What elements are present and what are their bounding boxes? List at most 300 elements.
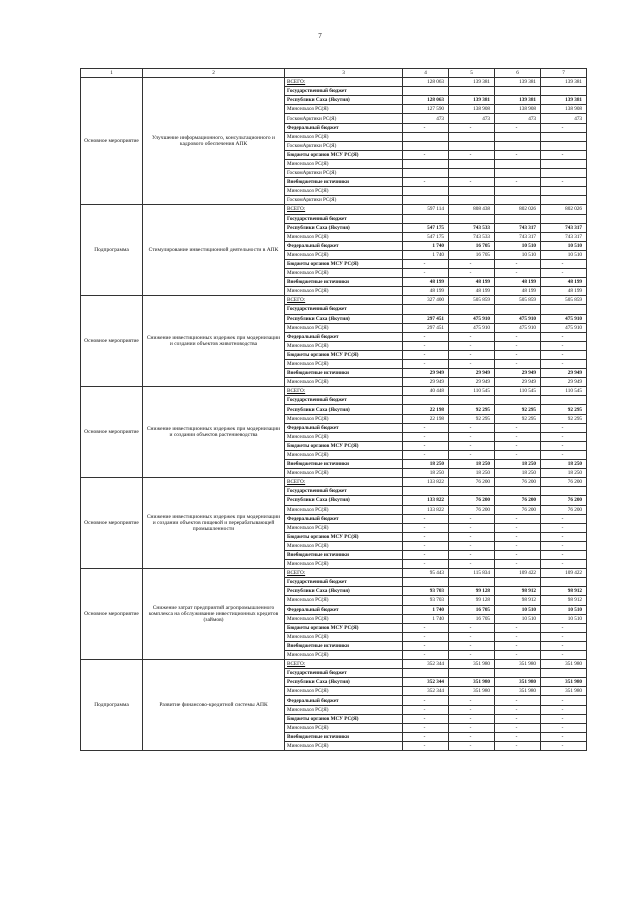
- funding-source: Бюджеты органов МСУ РС(Я): [285, 350, 403, 359]
- amount-cell: -: [495, 550, 541, 559]
- funding-source: Республики Саха (Якутия): [285, 314, 403, 323]
- funding-source: Минсельхоз РС(Я): [285, 232, 403, 241]
- amount-cell: 48 199: [403, 287, 449, 296]
- amount-cell: 76 200: [541, 496, 587, 505]
- amount-cell: -: [449, 641, 495, 650]
- amount-cell: -: [495, 641, 541, 650]
- amount-cell: -: [495, 651, 541, 660]
- amount-cell: -: [495, 360, 541, 369]
- amount-cell: 352 344: [403, 678, 449, 687]
- table-row: [81, 478, 587, 487]
- amount-cell: [495, 578, 541, 587]
- amount-cell: -: [541, 541, 587, 550]
- table-row: [81, 569, 587, 578]
- funding-source: Внебюджетные источники: [285, 550, 403, 559]
- amount-cell: -: [495, 269, 541, 278]
- amount-cell: -: [495, 441, 541, 450]
- amount-cell: 10 510: [541, 605, 587, 614]
- amount-cell: -: [495, 341, 541, 350]
- funding-source: Минсельхоз РС(Я): [285, 505, 403, 514]
- funding-source: Государственный бюджет: [285, 305, 403, 314]
- block-name: Развитие финансово-кредитной системы АПК: [143, 660, 285, 751]
- amount-cell: -: [541, 123, 587, 132]
- funding-source: Минсельхоз РС(Я): [285, 469, 403, 478]
- amount-cell: 29 949: [403, 369, 449, 378]
- block-type: Основное мероприятие: [81, 296, 143, 387]
- amount-cell: 48 199: [541, 287, 587, 296]
- amount-cell: 133 822: [403, 505, 449, 514]
- amount-cell: 110 545: [495, 387, 541, 396]
- amount-cell: -: [449, 714, 495, 723]
- amount-cell: -: [495, 723, 541, 732]
- amount-cell: [403, 214, 449, 223]
- amount-cell: -: [403, 341, 449, 350]
- amount-cell: 127 590: [403, 105, 449, 114]
- amount-cell: 351 980: [449, 687, 495, 696]
- amount-cell: -: [449, 450, 495, 459]
- amount-cell: -: [495, 696, 541, 705]
- amount-cell: -: [449, 632, 495, 641]
- amount-cell: 48 199: [449, 287, 495, 296]
- amount-cell: -: [449, 651, 495, 660]
- amount-cell: 110 545: [541, 387, 587, 396]
- amount-cell: 351 980: [495, 687, 541, 696]
- funding-source: ВСЕГО:: [285, 205, 403, 214]
- amount-cell: [495, 487, 541, 496]
- amount-cell: 10 510: [495, 241, 541, 250]
- amount-cell: 22 198: [403, 405, 449, 414]
- amount-cell: 98 912: [495, 596, 541, 605]
- amount-cell: 475 910: [541, 323, 587, 332]
- amount-cell: 93 703: [403, 587, 449, 596]
- funding-source: Минсельхоз РС(Я): [285, 614, 403, 623]
- amount-cell: -: [403, 741, 449, 750]
- amount-cell: [449, 87, 495, 96]
- funding-source: Минсельхоз РС(Я): [285, 187, 403, 196]
- amount-cell: 505 859: [541, 296, 587, 305]
- funding-source: Бюджеты органов МСУ РС(Я): [285, 623, 403, 632]
- funding-source: Минсельхоз РС(Я): [285, 360, 403, 369]
- amount-cell: 139 381: [541, 96, 587, 105]
- amount-cell: 351 980: [449, 660, 495, 669]
- amount-cell: [449, 669, 495, 678]
- table-row: [81, 78, 587, 87]
- amount-cell: -: [541, 432, 587, 441]
- amount-cell: 92 295: [449, 414, 495, 423]
- amount-cell: [541, 159, 587, 168]
- amount-cell: [495, 132, 541, 141]
- amount-cell: 76 200: [495, 505, 541, 514]
- amount-cell: 92 295: [449, 405, 495, 414]
- funding-source: ВСЕГО:: [285, 296, 403, 305]
- amount-cell: -: [449, 423, 495, 432]
- amount-cell: -: [449, 623, 495, 632]
- amount-cell: [403, 87, 449, 96]
- funding-source: Федеральный бюджет: [285, 123, 403, 132]
- funding-source: ВСЕГО:: [285, 660, 403, 669]
- amount-cell: [449, 141, 495, 150]
- amount-cell: 597 114: [403, 205, 449, 214]
- amount-cell: -: [403, 705, 449, 714]
- amount-cell: 99 128: [449, 596, 495, 605]
- funding-source: Внебюджетные источники: [285, 369, 403, 378]
- amount-cell: -: [495, 732, 541, 741]
- budget-table: [80, 68, 587, 751]
- amount-cell: 351 980: [495, 660, 541, 669]
- amount-cell: [541, 214, 587, 223]
- block-name: Улучшение информационного, консультационного и кадрового обеспечения АПК: [143, 78, 285, 205]
- amount-cell: 802 026: [541, 205, 587, 214]
- amount-cell: 1 740: [403, 250, 449, 259]
- amount-cell: -: [449, 541, 495, 550]
- amount-cell: -: [541, 641, 587, 650]
- page-number: 7: [318, 32, 322, 40]
- amount-cell: -: [495, 332, 541, 341]
- amount-cell: [495, 669, 541, 678]
- amount-cell: 352 344: [403, 660, 449, 669]
- funding-source: ВСЕГО:: [285, 569, 403, 578]
- amount-cell: -: [495, 432, 541, 441]
- funding-source: Федеральный бюджет: [285, 423, 403, 432]
- column-header: 3: [285, 69, 403, 78]
- amount-cell: -: [495, 350, 541, 359]
- amount-cell: 10 510: [541, 614, 587, 623]
- amount-cell: 475 910: [449, 314, 495, 323]
- amount-cell: 1 740: [403, 605, 449, 614]
- funding-source: ГоскомАрктики РС(Я): [285, 114, 403, 123]
- amount-cell: [449, 396, 495, 405]
- funding-source: Государственный бюджет: [285, 87, 403, 96]
- funding-source: Минсельхоз РС(Я): [285, 341, 403, 350]
- amount-cell: -: [403, 732, 449, 741]
- funding-source: Минсельхоз РС(Я): [285, 269, 403, 278]
- amount-cell: -: [449, 123, 495, 132]
- amount-cell: -: [495, 423, 541, 432]
- amount-cell: -: [449, 732, 495, 741]
- funding-source: Государственный бюджет: [285, 214, 403, 223]
- amount-cell: 128 063: [403, 96, 449, 105]
- amount-cell: -: [403, 178, 449, 187]
- amount-cell: -: [495, 741, 541, 750]
- amount-cell: [541, 87, 587, 96]
- amount-cell: -: [449, 705, 495, 714]
- amount-cell: -: [541, 178, 587, 187]
- funding-source: Республики Саха (Якутия): [285, 496, 403, 505]
- table-row: [81, 387, 587, 396]
- block-type: Основное мероприятие: [81, 387, 143, 478]
- amount-cell: 115 834: [449, 569, 495, 578]
- amount-cell: 29 949: [403, 378, 449, 387]
- amount-cell: [495, 196, 541, 205]
- column-header: 2: [143, 69, 285, 78]
- amount-cell: -: [449, 441, 495, 450]
- amount-cell: 138 908: [541, 105, 587, 114]
- amount-cell: 473: [495, 114, 541, 123]
- amount-cell: -: [403, 532, 449, 541]
- amount-cell: 351 980: [541, 687, 587, 696]
- amount-cell: [449, 214, 495, 223]
- funding-source: Минсельхоз РС(Я): [285, 132, 403, 141]
- amount-cell: 505 859: [449, 296, 495, 305]
- amount-cell: -: [541, 532, 587, 541]
- funding-source: Государственный бюджет: [285, 487, 403, 496]
- amount-cell: [403, 169, 449, 178]
- amount-cell: -: [541, 450, 587, 459]
- amount-cell: 1 740: [403, 241, 449, 250]
- amount-cell: 139 381: [541, 78, 587, 87]
- amount-cell: 351 980: [541, 660, 587, 669]
- amount-cell: -: [403, 432, 449, 441]
- amount-cell: 475 910: [495, 314, 541, 323]
- amount-cell: 29 949: [449, 369, 495, 378]
- amount-cell: -: [495, 450, 541, 459]
- amount-cell: -: [449, 741, 495, 750]
- amount-cell: -: [403, 651, 449, 660]
- funding-source: Минсельхоз РС(Я): [285, 687, 403, 696]
- amount-cell: -: [403, 441, 449, 450]
- amount-cell: -: [403, 696, 449, 705]
- amount-cell: -: [449, 360, 495, 369]
- amount-cell: 297 451: [403, 323, 449, 332]
- amount-cell: -: [449, 532, 495, 541]
- amount-cell: -: [403, 541, 449, 550]
- funding-source: Федеральный бюджет: [285, 605, 403, 614]
- funding-source: Минсельхоз РС(Я): [285, 450, 403, 459]
- amount-cell: 139 381: [495, 96, 541, 105]
- amount-cell: -: [541, 651, 587, 660]
- block-name: Снижение инвестиционных издержек при модернизации и создании объектов животноводства: [143, 296, 285, 387]
- funding-source: Республики Саха (Якутия): [285, 405, 403, 414]
- amount-cell: [541, 305, 587, 314]
- amount-cell: -: [403, 714, 449, 723]
- funding-source: Бюджеты органов МСУ РС(Я): [285, 532, 403, 541]
- funding-source: Внебюджетные источники: [285, 278, 403, 287]
- amount-cell: 327 400: [403, 296, 449, 305]
- amount-cell: [541, 187, 587, 196]
- funding-source: Внебюджетные источники: [285, 641, 403, 650]
- amount-cell: -: [541, 696, 587, 705]
- amount-cell: 98 912: [541, 587, 587, 596]
- amount-cell: 297 451: [403, 314, 449, 323]
- amount-cell: -: [541, 632, 587, 641]
- amount-cell: -: [403, 450, 449, 459]
- amount-cell: -: [541, 150, 587, 159]
- funding-source: Минсельхоз РС(Я): [285, 705, 403, 714]
- amount-cell: 351 980: [449, 678, 495, 687]
- amount-cell: 743 317: [541, 232, 587, 241]
- column-header: 1: [81, 69, 143, 78]
- column-header: 5: [449, 69, 495, 78]
- amount-cell: 16 705: [449, 614, 495, 623]
- amount-cell: [449, 159, 495, 168]
- amount-cell: 92 295: [541, 405, 587, 414]
- funding-source: Минсельхоз РС(Я): [285, 105, 403, 114]
- amount-cell: 352 344: [403, 687, 449, 696]
- block-type: Основное мероприятие: [81, 569, 143, 660]
- amount-cell: [449, 578, 495, 587]
- amount-cell: 10 510: [495, 614, 541, 623]
- amount-cell: 29 949: [541, 378, 587, 387]
- amount-cell: -: [495, 532, 541, 541]
- amount-cell: 98 912: [541, 596, 587, 605]
- amount-cell: 18 250: [449, 460, 495, 469]
- amount-cell: 76 200: [449, 478, 495, 487]
- block-type: Основное мероприятие: [81, 478, 143, 569]
- amount-cell: [403, 141, 449, 150]
- amount-cell: 18 250: [403, 469, 449, 478]
- amount-cell: 18 250: [495, 460, 541, 469]
- amount-cell: [541, 669, 587, 678]
- amount-cell: 743 317: [495, 232, 541, 241]
- amount-cell: -: [541, 269, 587, 278]
- amount-cell: [495, 169, 541, 178]
- funding-source: Республики Саха (Якутия): [285, 96, 403, 105]
- amount-cell: 139 381: [449, 78, 495, 87]
- amount-cell: 505 859: [495, 296, 541, 305]
- amount-cell: -: [541, 714, 587, 723]
- amount-cell: -: [403, 269, 449, 278]
- amount-cell: -: [495, 259, 541, 268]
- amount-cell: -: [495, 514, 541, 523]
- funding-source: Государственный бюджет: [285, 669, 403, 678]
- amount-cell: -: [541, 423, 587, 432]
- amount-cell: [403, 578, 449, 587]
- funding-source: Федеральный бюджет: [285, 241, 403, 250]
- amount-cell: 808 438: [449, 205, 495, 214]
- header-row: [81, 69, 587, 78]
- amount-cell: -: [495, 560, 541, 569]
- amount-cell: 48 199: [541, 278, 587, 287]
- amount-cell: [449, 487, 495, 496]
- funding-source: ГоскомАрктики РС(Я): [285, 196, 403, 205]
- amount-cell: [541, 396, 587, 405]
- amount-cell: -: [403, 423, 449, 432]
- amount-cell: -: [403, 632, 449, 641]
- amount-cell: [495, 305, 541, 314]
- column-header: 6: [495, 69, 541, 78]
- funding-source: Бюджеты органов МСУ РС(Я): [285, 150, 403, 159]
- amount-cell: [541, 141, 587, 150]
- amount-cell: 109 422: [495, 569, 541, 578]
- funding-source: Внебюджетные источники: [285, 732, 403, 741]
- column-header: 4: [403, 69, 449, 78]
- amount-cell: -: [495, 123, 541, 132]
- amount-cell: 76 200: [541, 478, 587, 487]
- amount-cell: -: [449, 550, 495, 559]
- amount-cell: -: [541, 550, 587, 559]
- funding-source: Минсельхоз РС(Я): [285, 250, 403, 259]
- amount-cell: -: [541, 350, 587, 359]
- amount-cell: 98 912: [495, 587, 541, 596]
- amount-cell: 743 533: [449, 223, 495, 232]
- amount-cell: -: [495, 178, 541, 187]
- amount-cell: -: [449, 432, 495, 441]
- amount-cell: 18 250: [495, 469, 541, 478]
- amount-cell: [403, 187, 449, 196]
- amount-cell: 473: [541, 114, 587, 123]
- amount-cell: -: [403, 523, 449, 532]
- amount-cell: 138 908: [449, 105, 495, 114]
- amount-cell: [495, 159, 541, 168]
- funding-source: Минсельхоз РС(Я): [285, 741, 403, 750]
- amount-cell: 547 175: [403, 223, 449, 232]
- amount-cell: 48 199: [495, 287, 541, 296]
- funding-source: Минсельхоз РС(Я): [285, 378, 403, 387]
- amount-cell: -: [403, 514, 449, 523]
- amount-cell: [403, 396, 449, 405]
- amount-cell: [495, 214, 541, 223]
- amount-cell: 95 443: [403, 569, 449, 578]
- amount-cell: 18 250: [541, 469, 587, 478]
- amount-cell: -: [495, 623, 541, 632]
- funding-source: Внебюджетные источники: [285, 460, 403, 469]
- amount-cell: 16 705: [449, 250, 495, 259]
- funding-source: Минсельхоз РС(Я): [285, 323, 403, 332]
- amount-cell: 76 200: [449, 505, 495, 514]
- amount-cell: 76 200: [449, 496, 495, 505]
- amount-cell: 40 448: [403, 387, 449, 396]
- amount-cell: [403, 132, 449, 141]
- amount-cell: [541, 132, 587, 141]
- amount-cell: -: [403, 723, 449, 732]
- funding-source: ВСЕГО:: [285, 478, 403, 487]
- amount-cell: [495, 87, 541, 96]
- amount-cell: 351 980: [495, 678, 541, 687]
- amount-cell: -: [541, 560, 587, 569]
- amount-cell: -: [449, 696, 495, 705]
- amount-cell: -: [449, 514, 495, 523]
- amount-cell: -: [449, 350, 495, 359]
- funding-source: Минсельхоз РС(Я): [285, 560, 403, 569]
- amount-cell: -: [403, 641, 449, 650]
- amount-cell: [403, 159, 449, 168]
- amount-cell: -: [403, 150, 449, 159]
- amount-cell: 92 295: [495, 414, 541, 423]
- amount-cell: 48 199: [449, 278, 495, 287]
- funding-source: Государственный бюджет: [285, 396, 403, 405]
- funding-source: Минсельхоз РС(Я): [285, 651, 403, 660]
- amount-cell: -: [495, 705, 541, 714]
- amount-cell: [449, 196, 495, 205]
- amount-cell: -: [449, 269, 495, 278]
- amount-cell: 743 533: [449, 232, 495, 241]
- amount-cell: 16 705: [449, 241, 495, 250]
- amount-cell: -: [541, 514, 587, 523]
- funding-source: Минсельхоз РС(Я): [285, 541, 403, 550]
- amount-cell: [449, 169, 495, 178]
- amount-cell: 743 317: [495, 223, 541, 232]
- amount-cell: -: [541, 741, 587, 750]
- block-name: Стимулирование инвестиционной деятельности в АПК: [143, 205, 285, 296]
- amount-cell: 10 510: [495, 605, 541, 614]
- amount-cell: -: [449, 341, 495, 350]
- amount-cell: 76 200: [495, 496, 541, 505]
- table-row: [81, 205, 587, 214]
- amount-cell: 802 026: [495, 205, 541, 214]
- table-body: [81, 69, 587, 751]
- funding-source: Минсельхоз РС(Я): [285, 632, 403, 641]
- amount-cell: -: [541, 441, 587, 450]
- funding-source: Минсельхоз РС(Я): [285, 414, 403, 423]
- funding-source: Внебюджетные источники: [285, 178, 403, 187]
- funding-source: Минсельхоз РС(Я): [285, 432, 403, 441]
- block-name: Снижение инвестиционных издержек при модернизации и создании объектов растениеводства: [143, 387, 285, 478]
- amount-cell: 18 250: [541, 460, 587, 469]
- amount-cell: 139 381: [449, 96, 495, 105]
- amount-cell: -: [403, 550, 449, 559]
- amount-cell: 48 199: [495, 278, 541, 287]
- funding-source: ГоскомАрктики РС(Я): [285, 169, 403, 178]
